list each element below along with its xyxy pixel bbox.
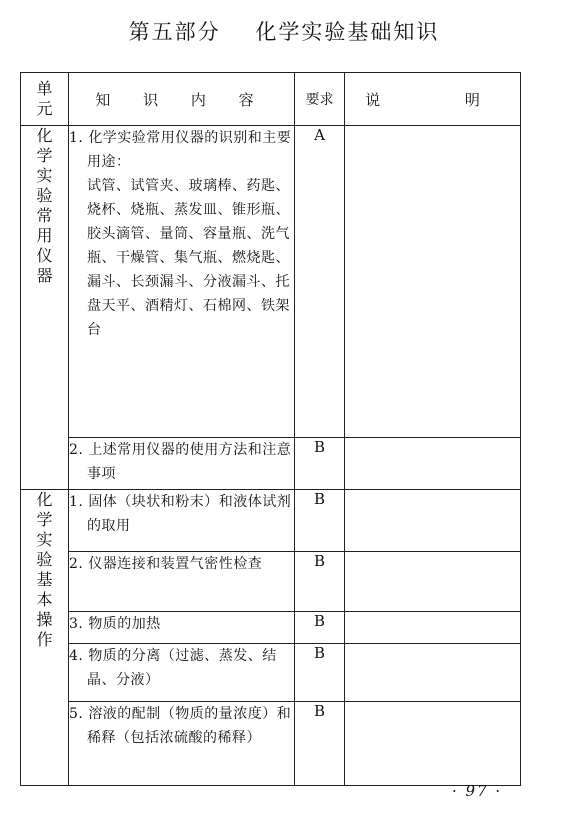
knowledge-cell [69, 644, 295, 702]
note-cell [345, 612, 521, 644]
knowledge-cell [69, 552, 295, 612]
table-row [21, 490, 521, 552]
knowledge-cell [69, 126, 295, 438]
table-row [21, 644, 521, 702]
knowledge-table [20, 72, 521, 786]
note-cell [345, 438, 521, 490]
header-note: 说 明 [345, 73, 521, 126]
requirement-cell: B [295, 438, 345, 490]
item-number: 1. [69, 130, 84, 146]
table-row [21, 702, 521, 786]
table-header-row [21, 73, 521, 126]
header-knowledge: 知 识 内 容 [69, 73, 295, 126]
table-row [21, 438, 521, 490]
item-number: 5. [69, 706, 84, 722]
header-requirement: 要求 [295, 73, 345, 126]
note-cell [345, 126, 521, 438]
table-row [21, 126, 521, 438]
item-text: 上述常用仪器的使用方法和注意事项 [87, 442, 292, 482]
note-cell [345, 644, 521, 702]
item-number: 2. [69, 442, 84, 458]
requirement-cell: B [295, 612, 345, 644]
requirement-cell: B [295, 702, 345, 786]
requirement-cell: B [295, 644, 345, 702]
note-cell [345, 702, 521, 786]
item-text: 物质的加热 [88, 616, 161, 632]
unit-cell: 化学实验常用仪器 [21, 126, 69, 490]
table-row [21, 552, 521, 612]
item-list: 试管、试管夹、玻璃棒、药匙、烧杯、烧瓶、蒸发皿、锥形瓶、胶头滴管、量筒、容量瓶、洗气瓶、干燥管、集气瓶、燃烧匙、漏斗、长颈漏斗、分液漏斗、托盘天平、酒精灯、石棉网、铁架台 [87, 178, 290, 338]
page-title: 第五部分 化学实验基础知识 [128, 20, 440, 44]
item-number: 2. [69, 556, 84, 572]
knowledge-cell [69, 438, 295, 490]
knowledge-cell [69, 612, 295, 644]
item-text: 物质的分离（过滤、蒸发、结晶、分液） [87, 648, 277, 688]
knowledge-cell [69, 702, 295, 786]
requirement-cell: A [295, 126, 345, 438]
item-number: 4. [69, 648, 84, 664]
header-unit: 单元 [21, 73, 69, 126]
item-number: 1. [69, 494, 84, 510]
unit-cell: 化学实验基本操作 [21, 490, 69, 786]
item-number: 3. [69, 616, 84, 632]
table-row [21, 612, 521, 644]
page-number: · 97 · [452, 782, 503, 800]
requirement-cell: B [295, 552, 345, 612]
note-cell [345, 490, 521, 552]
item-text: 固体（块状和粉末）和液体试剂的取用 [87, 494, 292, 534]
item-text: 仪器连接和装置气密性检查 [88, 556, 263, 572]
item-text: 溶液的配制（物质的量浓度）和稀释（包括浓硫酸的稀释） [87, 706, 292, 746]
knowledge-cell [69, 490, 295, 552]
note-cell [345, 552, 521, 612]
item-text: 化学实验常用仪器的识别和主要用途： [87, 130, 292, 170]
requirement-cell: B [295, 490, 345, 552]
